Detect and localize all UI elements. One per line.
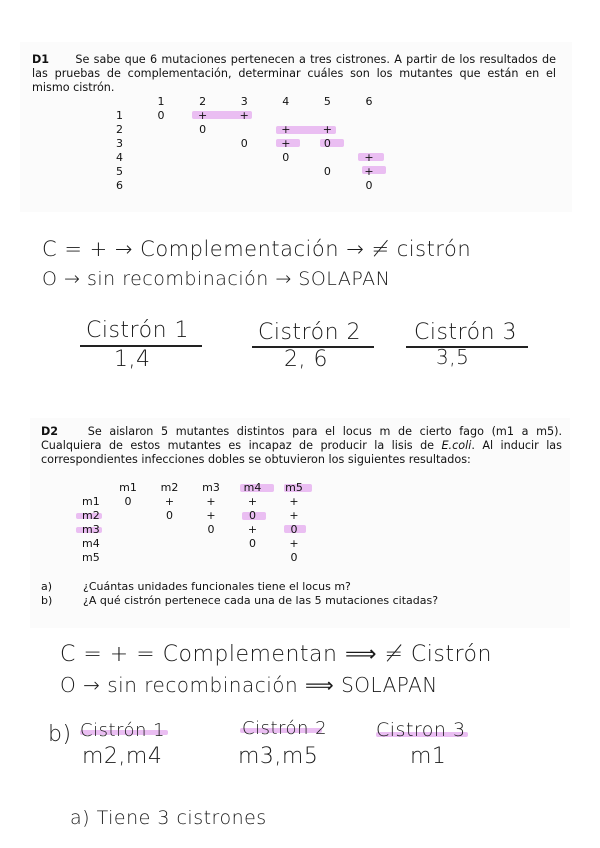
note1-line1: C = + → Complementación → ≠ cistrón: [42, 237, 472, 261]
table-cell: 0: [323, 165, 331, 178]
b-answer-label: b): [48, 722, 72, 747]
cistron1-members-b: m2,m4: [82, 744, 163, 769]
cistron2-title-b: Cistrón 2: [242, 718, 328, 739]
row-label: m5: [82, 551, 100, 564]
cistron1-title: Cistrón 1: [86, 318, 190, 343]
table-cell: +: [281, 137, 291, 150]
column-header: m1: [119, 481, 137, 494]
d2-text-pre: Se aislaron 5 mutantes distintos para el locus m de cierto fago (m1 a m5). Cualquiera de estos mutantes es incapaz de producir la lisis de: [41, 425, 562, 452]
table-cell: 0: [249, 509, 256, 522]
row-label: 2: [116, 123, 123, 136]
table-cell: 0: [290, 551, 298, 564]
table-cell: 0: [166, 509, 173, 522]
note2-line2: O → sin recombinación ⟹ SOLAPAN: [60, 673, 438, 697]
table-cell: +: [322, 123, 332, 136]
table-cell: 0: [249, 537, 256, 550]
table-cell: 0: [282, 151, 290, 164]
d2-label: D2: [41, 425, 59, 438]
cistron3-members: 3,5: [436, 345, 470, 369]
row-label: 5: [116, 165, 123, 178]
note1-line2: O → sin recombinación → SOLAPAN: [42, 268, 391, 290]
d1-statement: [32, 53, 556, 95]
table-cell: 0: [365, 179, 373, 192]
row-label: m3: [82, 523, 100, 536]
table-cell: 0: [240, 137, 248, 150]
table-cell: +: [197, 109, 208, 122]
table-cell: 0: [199, 123, 207, 136]
column-header: 1: [157, 95, 165, 108]
column-header: 6: [365, 95, 373, 108]
note2-line1: C = + = Complementan ⟹ ≠ Cistrón: [60, 642, 492, 667]
cistron3-title-b: Cistron 3: [376, 719, 466, 741]
table-cell: +: [247, 523, 258, 536]
table-cell: 0: [157, 109, 165, 122]
cistron1-title-b: Cistrón 1: [80, 720, 166, 741]
column-header: 2: [199, 95, 207, 108]
column-header: 5: [323, 95, 331, 108]
table-cell: +: [289, 537, 299, 550]
table-cell: +: [164, 495, 175, 508]
column-header: m5: [285, 481, 303, 494]
cistron1-members: 1,4: [114, 347, 151, 372]
table-cell: 0: [207, 523, 215, 536]
d1-label: D1: [32, 53, 50, 66]
row-label: 3: [116, 137, 123, 150]
table-cell: +: [289, 509, 299, 522]
table-cell: +: [247, 495, 258, 508]
row-label: 4: [116, 151, 123, 164]
d2-question-b-text: ¿A qué cistrón pertenece cada una de las 5 mutaciones citadas?: [83, 594, 439, 607]
table-cell: 0: [124, 495, 132, 508]
column-header: m4: [243, 481, 262, 494]
cistron3-members-b: m1: [410, 744, 447, 769]
row-label: 1: [116, 109, 123, 122]
row-label: 6: [116, 179, 123, 192]
table-cell: +: [289, 495, 299, 508]
table-cell: +: [206, 495, 216, 508]
column-header: 3: [240, 95, 248, 108]
d2-question-a-text: ¿Cuántas unidades funcionales tiene el locus m?: [83, 580, 351, 593]
d2-text-post: . Al inducir las correspondientes infecciones dobles se obtuvieron los siguientes resultados:: [41, 439, 562, 466]
d2-question-a-letter: a): [41, 580, 53, 593]
table-cell: +: [281, 123, 291, 136]
d2-text-italic: E.coli: [441, 439, 472, 452]
d2-statement: [41, 425, 562, 467]
row-label: m2: [82, 509, 100, 522]
cistron2-members: 2, 6: [284, 347, 328, 372]
cistron2-title: Cistrón 2: [258, 320, 362, 345]
row-label: m1: [82, 495, 100, 508]
row-label: m4: [82, 537, 100, 550]
table-cell: 0: [290, 523, 298, 536]
answer-a: a) Tiene 3 cistrones: [70, 807, 267, 829]
d2-question-b-letter: b): [41, 594, 53, 607]
column-header: m3: [202, 481, 220, 494]
table-cell: 0: [323, 137, 331, 150]
column-header: m2: [160, 481, 179, 494]
cistron2-members-b: m3,m5: [238, 744, 319, 769]
cistron3-title: Cistrón 3: [414, 320, 518, 345]
d1-text: Se sabe que 6 mutaciones pertenecen a tres cistrones. A partir de los resultados de las pruebas de complementación, determinar cuáles son los mutantes que están en el mismo cistrón.: [32, 53, 556, 94]
table-cell: +: [206, 509, 216, 522]
column-header: 4: [282, 95, 290, 108]
table-cell: +: [364, 151, 374, 164]
table-cell: +: [364, 165, 374, 178]
table-cell: +: [239, 109, 249, 122]
